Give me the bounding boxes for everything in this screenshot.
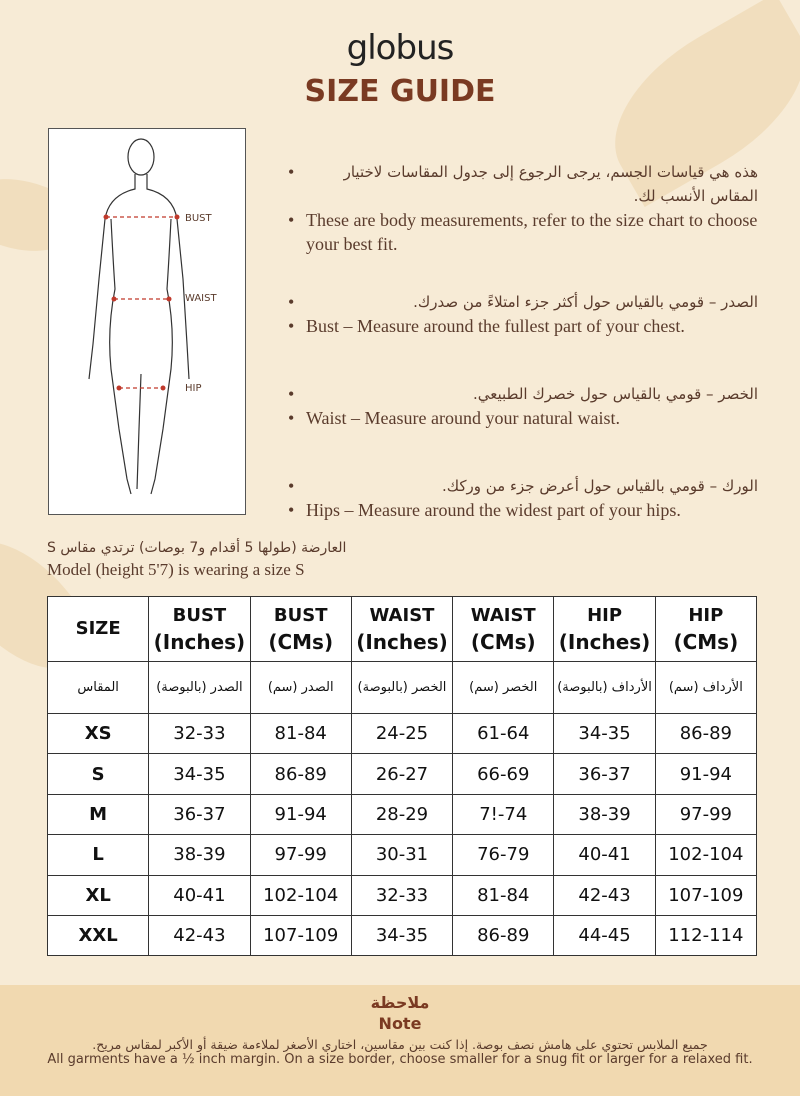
column-header (453, 597, 554, 662)
measurement-cell: 42-43 (554, 875, 655, 915)
header-row (48, 597, 757, 662)
measurement-cell: 7!-74 (453, 794, 554, 834)
measurement-cell: 36-37 (149, 794, 250, 834)
note-section (0, 985, 800, 1096)
measurement-cell: 34-35 (351, 915, 452, 955)
table-row (48, 754, 757, 794)
size-cell: XS (48, 714, 149, 754)
column-header-ar: المقاس (48, 662, 149, 714)
hip-label: HIP (185, 383, 202, 394)
header-label: WAIST (369, 605, 435, 626)
column-header-ar: الأرداف (سم) (655, 662, 756, 714)
measurement-cell: 32-33 (351, 875, 452, 915)
header-unit: (Inches) (153, 630, 246, 654)
table-row (48, 714, 757, 754)
header-unit: (CMs) (673, 630, 739, 654)
header-label: WAIST (470, 605, 536, 626)
measurement-cell: 61-64 (453, 714, 554, 754)
bullet-group: • هذه هي قياسات الجسم، يرجى الرجوع إلى جدول المقاسات لاختيار المقاس الأنسب لك. • These are body measurements, refer to the size chart to choose your best fit. (288, 162, 758, 254)
measurement-cell: 26-27 (351, 754, 452, 794)
column-header-ar: الصدر (بالبوصة) (149, 662, 250, 714)
column-header-ar: الصدر (سم) (250, 662, 351, 714)
measurement-cell: 30-31 (351, 835, 452, 875)
header-unit: (Inches) (558, 630, 651, 654)
brand-logo: globus (346, 28, 454, 68)
column-header (655, 597, 756, 662)
bust-label: BUST (185, 213, 212, 224)
measurement-cell: 28-29 (351, 794, 452, 834)
bullet-ar: الصدر – قومي بالقياس حول أكثر جزء امتلاءً من صدرك. (413, 293, 758, 311)
measurement-cell: 112-114 (655, 915, 756, 955)
page-title: SIZE GUIDE (304, 74, 496, 109)
measurement-cell: 102-104 (655, 835, 756, 875)
header-label: HIP (587, 605, 623, 626)
measurement-cell: 81-84 (250, 714, 351, 754)
bullet-en: These are body measurements, refer to the size chart to choose your best fit. (306, 210, 758, 254)
header-row-ar (48, 662, 757, 714)
measurement-cell: 34-35 (149, 754, 250, 794)
bullet-ar: الورك – قومي بالقياس حول أعرض جزء من وركك. (441, 477, 758, 495)
column-header (48, 597, 149, 662)
measurement-cell: 97-99 (655, 794, 756, 834)
bullet-en: Waist – Measure around your natural waist. (306, 408, 620, 428)
model-info (47, 537, 346, 581)
measurement-cell: 66-69 (453, 754, 554, 794)
note-text-ar: جميع الملابس تحتوي على هامش نصف بوصة. إذا كنت بين مقاسين، اختاري الأصغر لملاءمة ضيقة أو الأكبر لمقاس مريح. (92, 1037, 708, 1052)
note-title: Note (378, 1014, 422, 1033)
size-cell: S (48, 754, 149, 794)
bullet-ar: هذه هي قياسات الجسم، يرجى الرجوع إلى جدول المقاسات لاختيار المقاس الأنسب لك. (343, 163, 758, 205)
measurement-cell: 40-41 (554, 835, 655, 875)
table-row (48, 835, 757, 875)
size-chart-table (47, 596, 757, 956)
column-header (351, 597, 452, 662)
size-cell: XL (48, 875, 149, 915)
note-title-ar: ملاحظة (370, 993, 430, 1012)
measurement-instructions (288, 160, 758, 556)
measurement-cell: 97-99 (250, 835, 351, 875)
measurement-cell: 107-109 (655, 875, 756, 915)
measurement-cell: 102-104 (250, 875, 351, 915)
measurement-cell: 36-37 (554, 754, 655, 794)
bullet-ar: الخصر – قومي بالقياس حول خصرك الطبيعي. (472, 385, 758, 403)
measurement-cell: 86-89 (655, 714, 756, 754)
measurement-cell: 34-35 (554, 714, 655, 754)
header-label: BUST (273, 605, 328, 626)
measurement-cell: 38-39 (554, 794, 655, 834)
measurement-cell: 40-41 (149, 875, 250, 915)
header-label: SIZE (75, 618, 121, 639)
size-cell: XXL (48, 915, 149, 955)
size-cell: L (48, 835, 149, 875)
column-header (250, 597, 351, 662)
measurement-cell: 86-89 (453, 915, 554, 955)
column-header-ar: الخصر (سم) (453, 662, 554, 714)
column-header (149, 597, 250, 662)
note-text: All garments have a ½ inch margin. On a size border, choose smaller for a snug fit or larger for a relaxed fit. (47, 1052, 753, 1067)
header-unit: (CMs) (470, 630, 536, 654)
header-unit: (CMs) (268, 630, 334, 654)
header-label: BUST (172, 605, 227, 626)
bullet-en: Hips – Measure around the widest part of your hips. (306, 500, 681, 520)
measurement-cell: 81-84 (453, 875, 554, 915)
measurement-cell: 38-39 (149, 835, 250, 875)
measurement-cell: 91-94 (655, 754, 756, 794)
table-row (48, 875, 757, 915)
measurement-cell: 91-94 (250, 794, 351, 834)
measurement-cell: 44-45 (554, 915, 655, 955)
measurement-cell: 32-33 (149, 714, 250, 754)
measurement-cell: 24-25 (351, 714, 452, 754)
model-info-ar: العارضة (طولها 5 أقدام و7 بوصات) ترتدي مقاس S (47, 540, 347, 556)
column-header-ar: الأرداف (بالبوصة) (554, 662, 655, 714)
column-header (554, 597, 655, 662)
measurement-cell: 107-109 (250, 915, 351, 955)
bullet-group: • الورك – قومي بالقياس حول أعرض جزء من وركك. • Hips – Measure around the widest part of your hips. (288, 476, 758, 520)
waist-label: WAIST (185, 293, 217, 304)
model-info-en: Model (height 5'7) is wearing a size S (47, 560, 305, 579)
body-measurement-figure (48, 128, 246, 515)
measurement-cell: 76-79 (453, 835, 554, 875)
header-unit: (Inches) (356, 630, 448, 654)
bullet-en: Bust – Measure around the fullest part of your chest. (306, 316, 685, 336)
measurement-cell: 86-89 (250, 754, 351, 794)
header-label: HIP (688, 605, 724, 626)
table-row (48, 794, 757, 834)
bullet-group: • الصدر – قومي بالقياس حول أكثر جزء امتلاءً من صدرك. • Bust – Measure around the fullest part of your chest. (288, 292, 758, 336)
size-cell: M (48, 794, 149, 834)
measurement-cell: 42-43 (149, 915, 250, 955)
bullet-group: • الخصر – قومي بالقياس حول خصرك الطبيعي. • Waist – Measure around your natural waist. (288, 384, 758, 428)
table-row (48, 915, 757, 955)
column-header-ar: الخصر (بالبوصة) (351, 662, 452, 714)
